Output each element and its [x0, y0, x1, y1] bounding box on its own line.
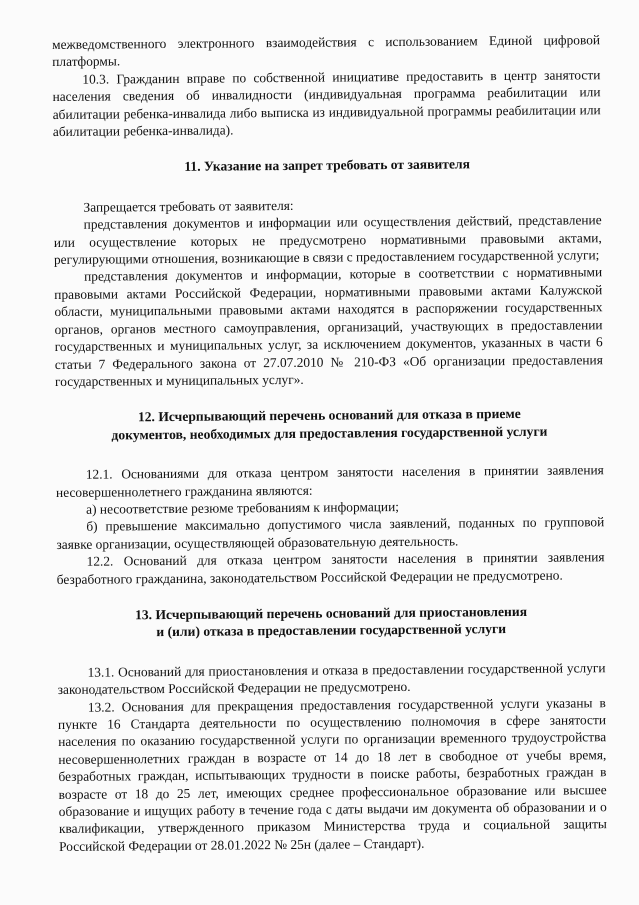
section-13-heading-line-1: 13. Исчерпывающий перечень оснований для приостановления: [134, 603, 528, 623]
paragraph-12-2: 12.2. Оснований для отказа центром занятости населения в принятии заявления безработного гражданина, законодательством Российской Федерации не предусмотрено.: [56, 549, 605, 587]
section-11-item-2: представления документов и информации, которые в соответствии с нормативными правовыми актами Российской Федерации, нормативными правовыми актами Калужской области, муниципальными правовыми актами находятся в распоряжении государственных органов, органов местного самоуправления, организаций, участвующих в предоставлении государственных и муниципальных услуг, за исключением документов, указанных в части 6 статьи 7 Федерального закона от 27.07.2010 № 210-ФЗ «Об организации предоставления государственных и муниципальных услуг».: [54, 264, 603, 389]
section-11-intro: Запрещается требовать от заявителя:: [83, 197, 294, 215]
paragraph-12-1-a: а) несоответствие резюме требованиям к информации;: [86, 498, 400, 517]
section-12-heading: [55, 405, 603, 445]
section-12-heading-line-2: документов, необходимых для предоставления государственной услуги: [111, 423, 548, 443]
section-12-heading-line-1: 12. Исчерпывающий перечень оснований для отказа в приеме: [137, 406, 521, 425]
continued-paragraph: межведомственного электронного взаимодействия с использованием Единой цифровой платформы.: [52, 32, 601, 70]
paragraph-13-1: 13.1. Оснований для приостановления и отказа в предоставлении государственной услуги законодательством Российской Федерации не предусмотрено.: [57, 659, 606, 698]
paragraph-10-3: 10.3. Гражданин вправе по собственной инициативе предоставить в центр занятости населения сведения об инвалидности (индивидуальная программа реабилитации или абилитации ребенка-инвалида либо выписка из индивидуальной программы реабилитации или абилитации ребенка-инвалида).: [52, 67, 601, 140]
section-11-heading: 11. Указание на запрет требовать от заявителя: [184, 156, 471, 175]
section-11-item-1: представления документов и информации или осуществления действий, представление или осуществление которых не предусмотрено нормативными правовыми актами, регулирующими отношения, возникающие в связи с предоставлением государственной услуги;: [53, 212, 602, 268]
section-13-heading-line-2: и (или) отказа в предоставлении государственной услуги: [156, 621, 507, 640]
paragraph-12-1: 12.1. Основаниями для отказа центром занятости населения в принятии заявления несовершеннолетнего гражданина являются:: [55, 462, 604, 500]
document-body: [52, 31, 607, 855]
paragraph-13-2: 13.2. Основания для прекращения предоставления государственной услуги указаны в пункте 16 Стандарта деятельности по осуществлению полномочия в сфере занятости населения по оказанию государственной услуги по организации временного трудоустройства несовершеннолетних граждан в возрасте от 14 до 18 лет в свободное от учебы время, безработных граждан, испытывающих трудности в поиске работы, безработных граждан в возрасте от 18 до 25 лет, имеющих среднее профессиональное образование или высшее образование и ищущих работу в течение года с даты выдачи им документа об образовании и о квалификации, утвержденного приказом Министерства труда и социальной защиты Российской Федерации от 28.01.2022 № 25н (далее – Стандарт).: [57, 694, 607, 854]
section-13-heading: [57, 602, 605, 642]
paragraph-12-1-b: б) превышение максимально допустимого числа заявлений, поданных по групповой заявке организации, осуществляющей образовательную деятельность.: [56, 514, 605, 552]
